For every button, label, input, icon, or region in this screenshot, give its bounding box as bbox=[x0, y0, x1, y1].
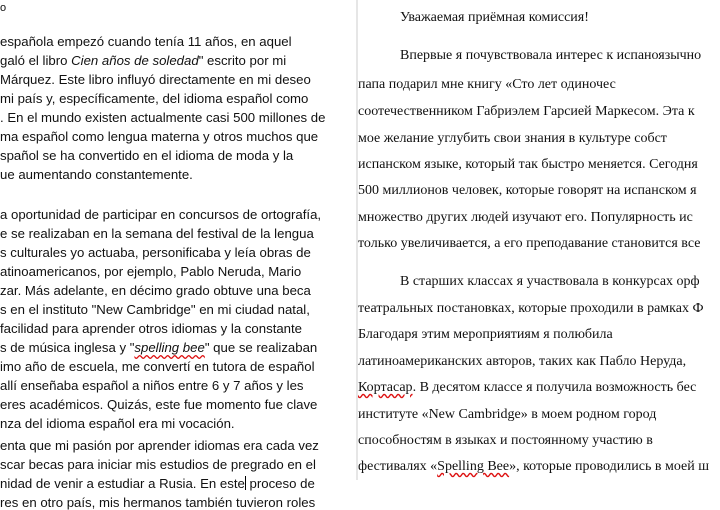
underlined-term: Spelling Bee bbox=[437, 459, 510, 474]
text-line: nza del idioma español era mi vocación. bbox=[0, 416, 235, 431]
text-line bbox=[358, 459, 709, 475]
italic-term: spelling bee bbox=[134, 340, 205, 355]
text-fragment: o bbox=[0, 2, 7, 14]
text-line: испанском языке, который так быстро меняется. Сегодня bbox=[358, 157, 698, 172]
text-span: " que se realizaban bbox=[204, 340, 318, 355]
document-page-spanish bbox=[0, 0, 358, 510]
text-line bbox=[358, 380, 696, 396]
text-line bbox=[0, 53, 286, 68]
document-page-russian bbox=[358, 0, 720, 480]
text-line: папа подарил мне книгу «Сто лет одиночес bbox=[358, 77, 616, 92]
text-line: zar. Más adelante, en décimo grado obtuve una beca bbox=[0, 283, 311, 298]
text-span: . В десятом классе я получила возможность бес bbox=[412, 380, 697, 395]
text-line: мое желание углубить свои знания в культуре собст bbox=[358, 131, 667, 146]
text-line: atinoamericanos, por ejemplo, Pablo Neruda, Mario bbox=[0, 264, 302, 279]
greeting: Уважаемая приёмная комиссия! bbox=[400, 10, 589, 25]
text-line: Благодаря этим мероприятиям я полюбила bbox=[358, 327, 613, 342]
text-line bbox=[0, 476, 315, 491]
text-line: множество других людей изучают его. Популярность ис bbox=[358, 210, 693, 225]
text-line: a oportunidad de participar en concursos de ortografía, bbox=[0, 207, 322, 222]
text-line: s en el instituto "New Cambridge" en mi ciudad natal, bbox=[0, 302, 310, 317]
text-line: только увеличивается, а его преподавание становится все bbox=[358, 236, 701, 251]
text-line: scar becas para iniciar mis estudios de pregrado en el bbox=[0, 457, 316, 472]
text-line: Впервые я почувствовала интерес к испаноязычно bbox=[400, 48, 702, 63]
text-line: театральных постановках, которые проходили в рамках Ф bbox=[358, 301, 704, 316]
text-cursor[interactable] bbox=[245, 476, 246, 490]
text-line: способностям в языках и постоянному участию в bbox=[358, 433, 653, 448]
text-line: В старших классах я участвовала в конкурсах орф bbox=[400, 274, 700, 289]
underlined-name: Кортасар bbox=[358, 380, 413, 395]
text-line: e se realizaban en la semana del festival de la lengua bbox=[0, 226, 314, 241]
text-span: galó el libro bbox=[0, 53, 72, 68]
text-line: 500 миллионов человек, которые говорят на испанском я bbox=[358, 183, 697, 198]
text-line: res en otro país, mis hermanos también tuvieron roles bbox=[0, 495, 316, 510]
text-line: ma español como lengua materna y otros muchos que bbox=[0, 129, 319, 144]
text-line: институте «New Cambridge» в моем родном город bbox=[358, 407, 657, 422]
text-line: Márquez. Este libro influyó directamente en mi deseo bbox=[0, 72, 311, 87]
text-span: " escrito por mi bbox=[198, 53, 287, 68]
text-line: соотечественником Габриэлем Гарсией Маркесом. Эта к bbox=[358, 104, 695, 119]
text-span: nidad de venir a estudiar a Rusia. En este bbox=[0, 476, 245, 491]
text-span: », которые проводились в моей ш bbox=[509, 459, 709, 474]
text-span: proceso de bbox=[245, 476, 315, 491]
text-line: spañol se ha convertido en el idioma de moda y la bbox=[0, 148, 294, 163]
text-line: allí enseñaba español a niños entre 6 y 7 años y les bbox=[0, 378, 304, 393]
text-line: s culturales yo actuaba, personificaba y leía obras de bbox=[0, 245, 311, 260]
text-line: enta que mi pasión por aprender idiomas era cada vez bbox=[0, 438, 319, 453]
text-span: фестивалях « bbox=[358, 459, 438, 474]
text-span: s de música inglesa y " bbox=[0, 340, 135, 355]
text-line: imo año de escuela, me convertí en tutora de español bbox=[0, 359, 315, 374]
italic-title: Cien años de soledad bbox=[71, 53, 199, 68]
text-line: facilidad para aprender otros idiomas y la constante bbox=[0, 321, 303, 336]
text-line bbox=[0, 340, 317, 355]
text-line: mi país y, específicamente, del idioma español como bbox=[0, 91, 309, 106]
text-line: eres académicos. Quizás, este fue momento fue clave bbox=[0, 397, 318, 412]
text-line: латиноамериканских авторов, таких как Пабло Неруда, bbox=[358, 354, 687, 369]
text-line: ue aumentando constantemente. bbox=[0, 167, 193, 182]
text-line: española empezó cuando tenía 11 años, en aquel bbox=[0, 34, 292, 49]
text-line: . En el mundo existen actualmente casi 500 millones de bbox=[0, 110, 326, 125]
